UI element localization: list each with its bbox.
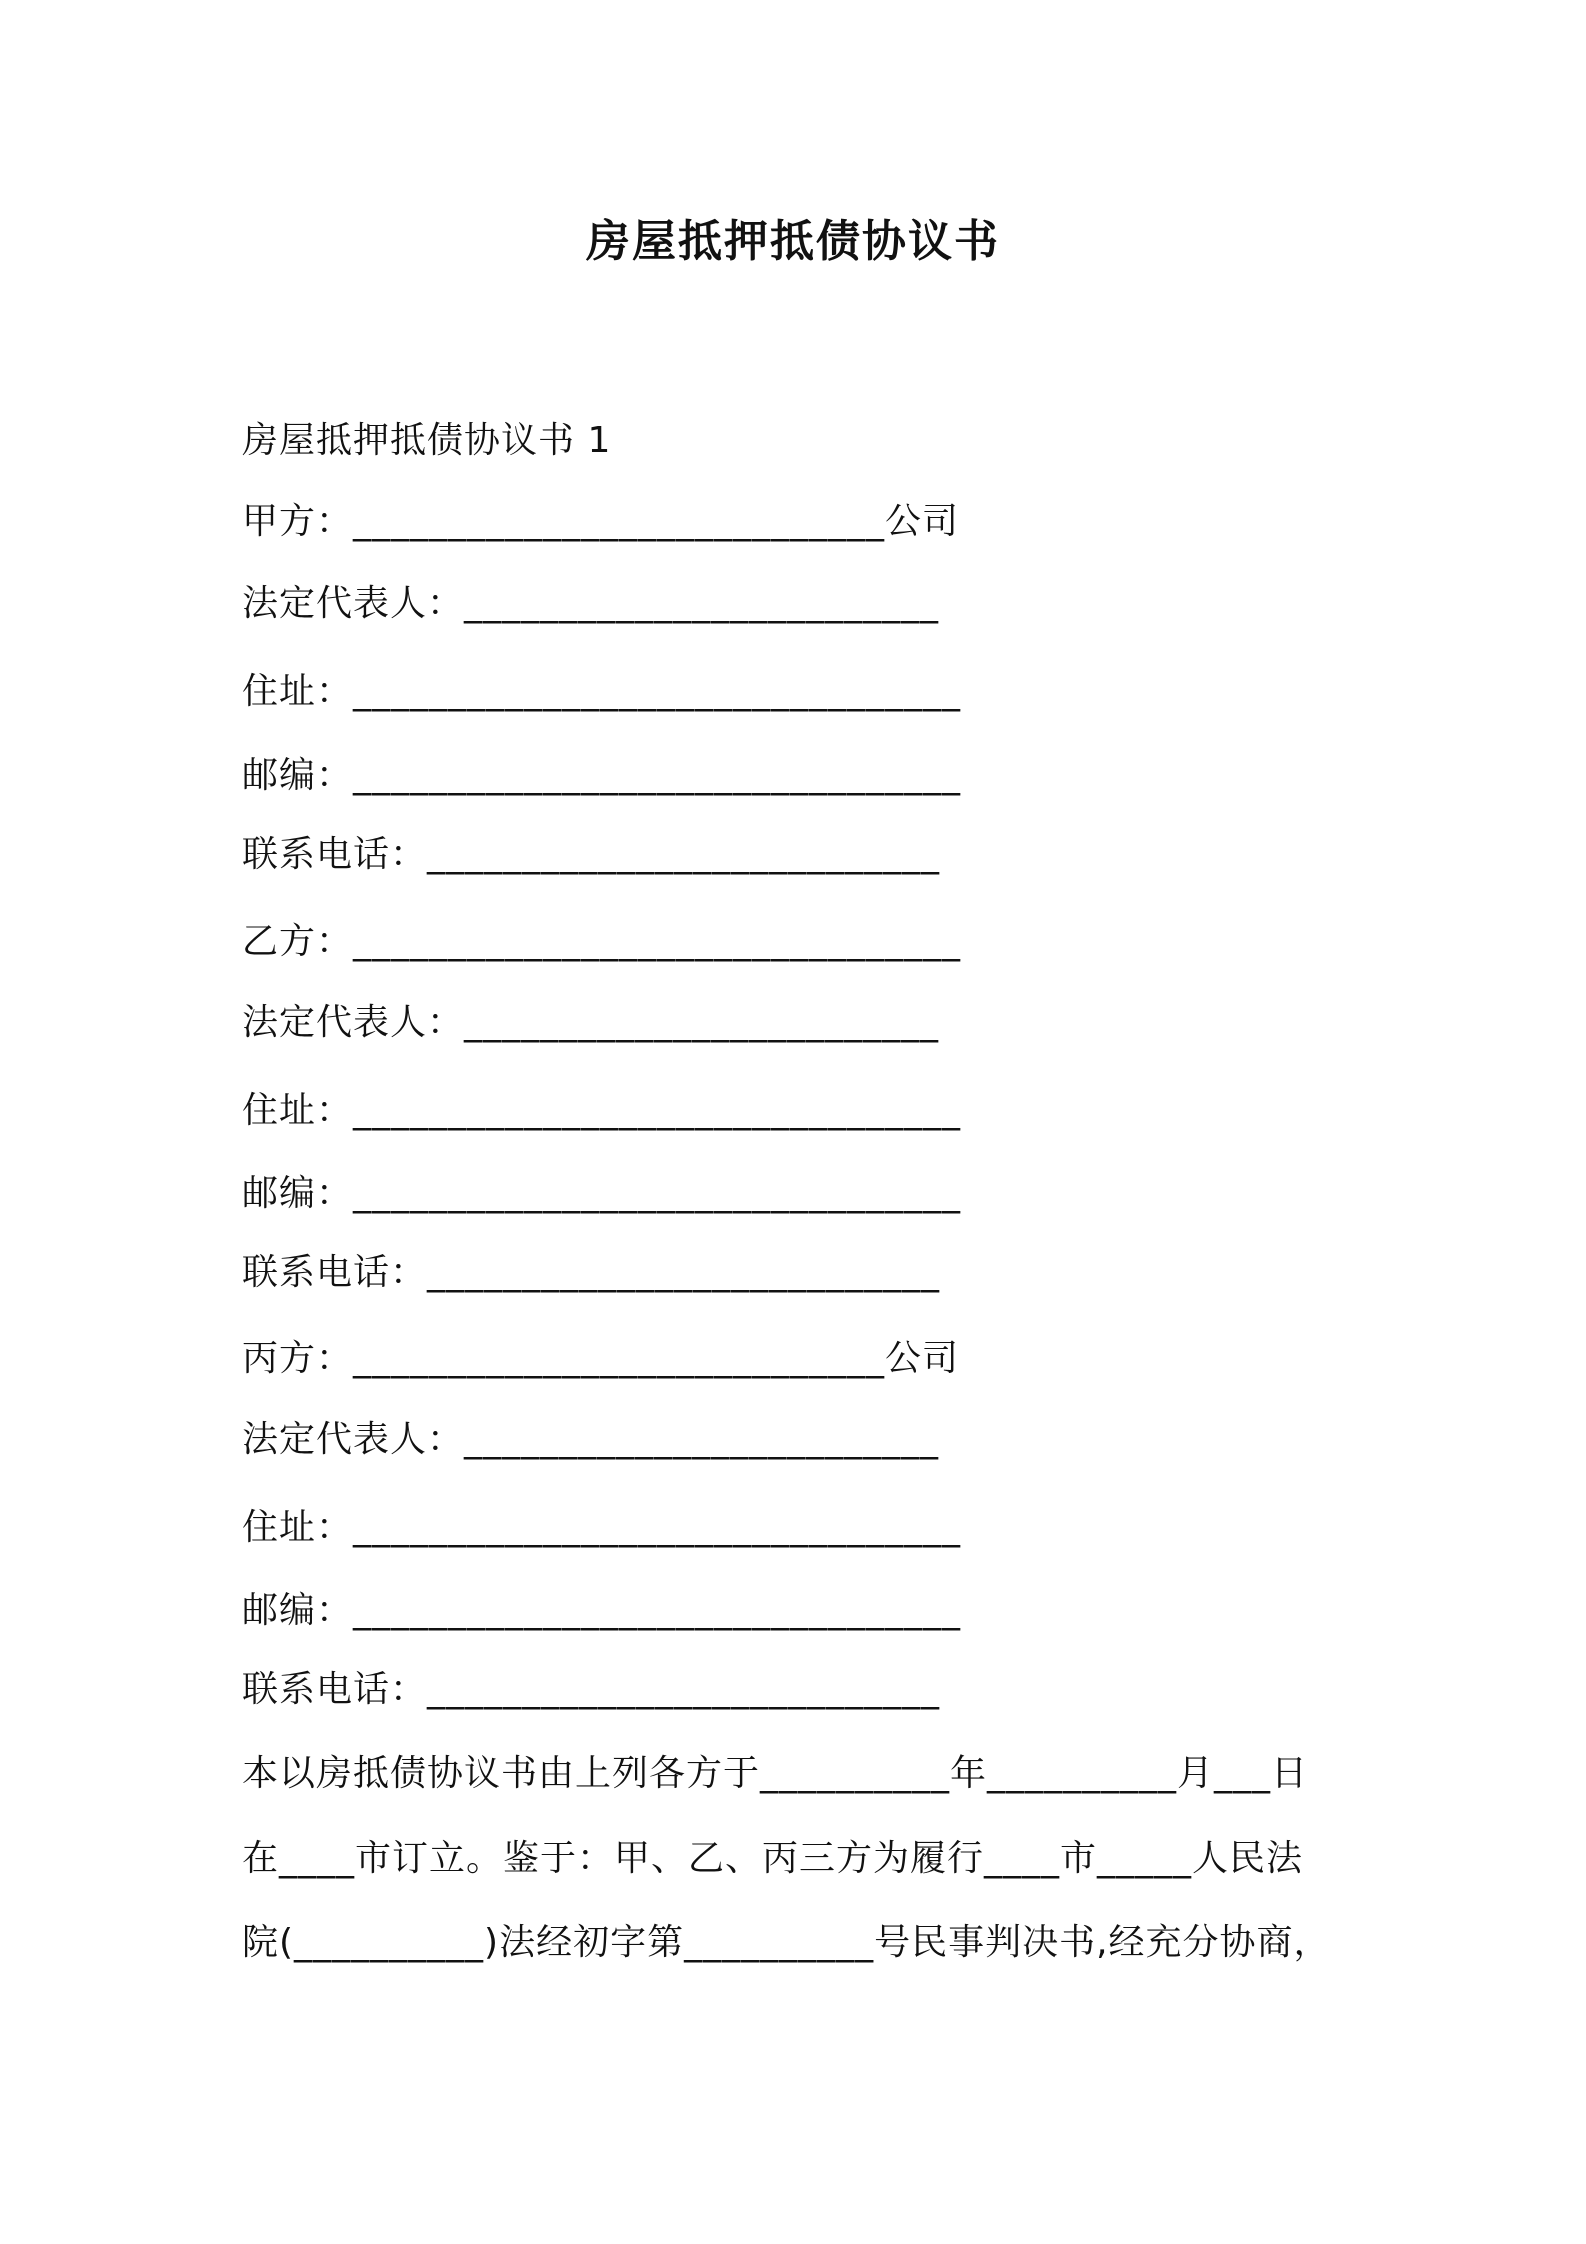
party-c-representative: 法定代表人：_________________________ bbox=[242, 1419, 940, 1460]
party-b-phone: 联系电话：___________________________ bbox=[242, 1252, 941, 1293]
body-line: 本以房抵债协议书由上列各方于__________年__________月___日 bbox=[242, 1753, 1309, 1794]
party-a-postcode: 邮编：________________________________ bbox=[242, 755, 962, 796]
party-b-representative: 法定代表人：_________________________ bbox=[242, 1002, 940, 1043]
party-a-address: 住址：________________________________ bbox=[242, 671, 962, 712]
party-a-phone: 联系电话：___________________________ bbox=[242, 834, 941, 875]
party-c-phone: 联系电话：___________________________ bbox=[242, 1669, 941, 1710]
body-line: 在____市订立。鉴于：甲、乙、丙三方为履行____市_____人民法 bbox=[242, 1838, 1304, 1879]
party-c-postcode: 邮编：________________________________ bbox=[242, 1590, 962, 1631]
party-c-name: 丙方：____________________________公司 bbox=[242, 1338, 960, 1379]
body-line: 院(__________)法经初字第__________号民事判决书,经充分协商， bbox=[242, 1922, 1331, 1963]
party-c-address: 住址：________________________________ bbox=[242, 1507, 962, 1548]
party-a-name: 甲方：____________________________公司 bbox=[242, 501, 960, 542]
party-b-name: 乙方：________________________________ bbox=[242, 921, 962, 962]
document-subtitle: 房屋抵押抵债协议书 1 bbox=[242, 420, 612, 461]
party-b-address: 住址：________________________________ bbox=[242, 1090, 962, 1131]
document-title: 房屋抵押抵债协议书 bbox=[586, 216, 1000, 267]
party-b-postcode: 邮编：________________________________ bbox=[242, 1173, 962, 1214]
party-a-representative: 法定代表人：_________________________ bbox=[242, 583, 940, 624]
